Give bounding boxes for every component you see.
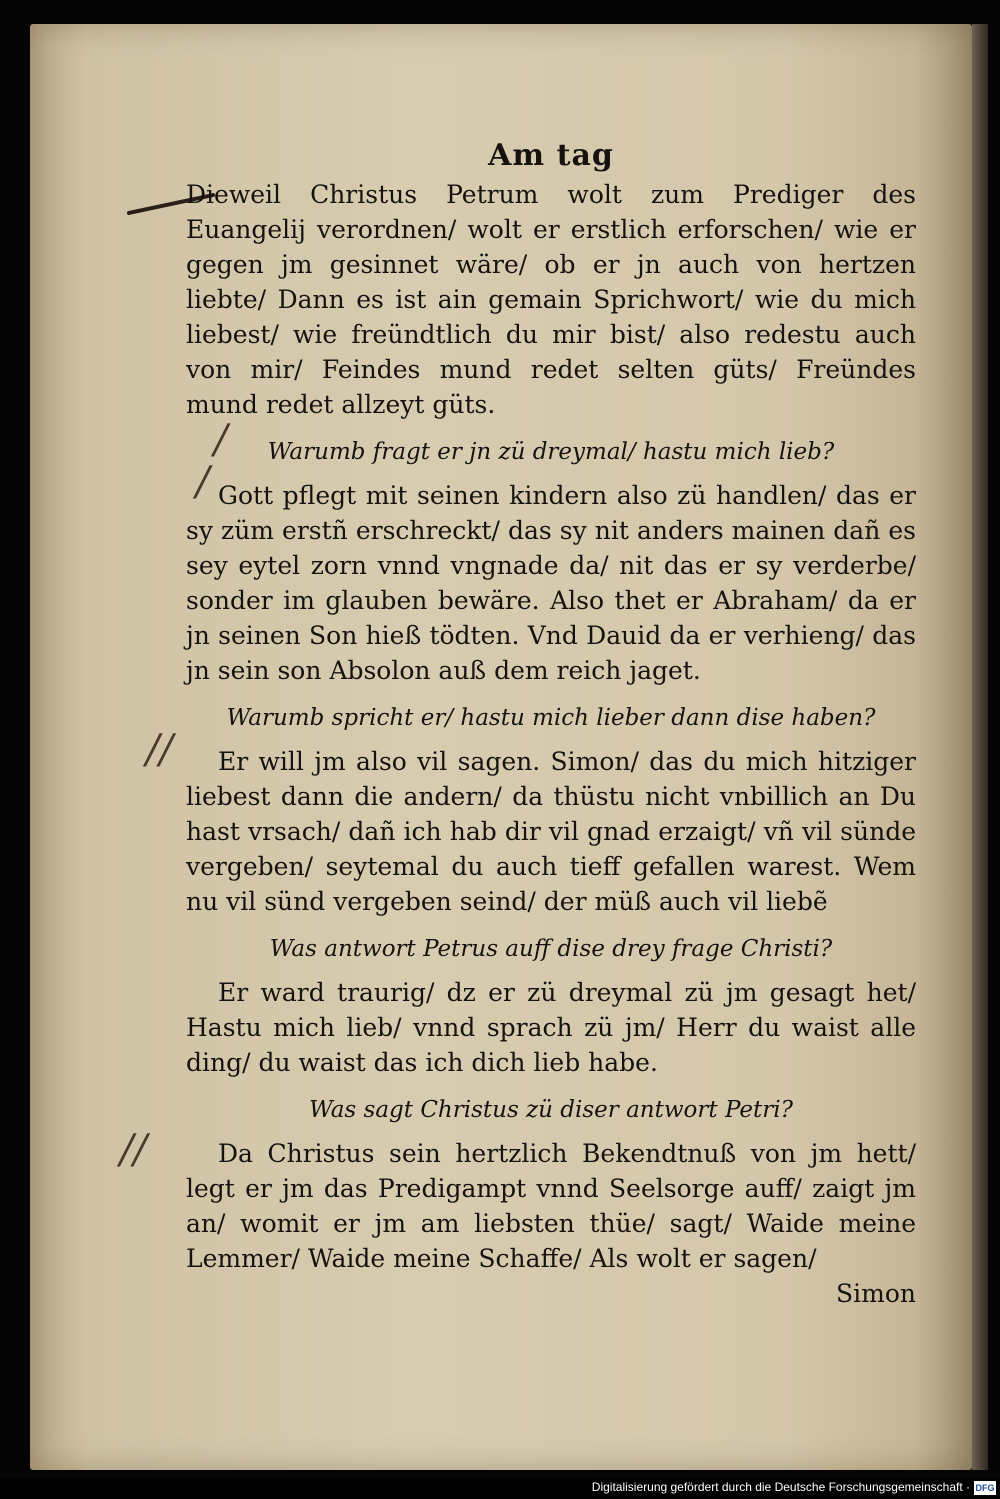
page-text [186,138,916,1311]
marginal-mark: / [196,459,210,505]
catchword: Simon [836,1279,916,1308]
marginal-mark: // [146,727,173,773]
paragraph: Dieweil Christus Petrum wolt zum Prediger des Euangelij verordnen/ wolt er erstlich erforschen/ wie er gegen jm gesinnet wäre/ ob er jn auch von hertzen liebte/ Dann es ist ain gemain Sprichwort/ wie du mich liebest/ wie freündtlich du mir bist/ also redestu auch von mir/ Feindes mund redet selten güts/ Freündes mund redet allzeyt güts. [186,180,916,419]
question: Was sagt Christus zü diser antwort Petri? [309,1097,793,1123]
marginal-mark: // [120,1127,147,1173]
page-heading: Am tag [488,138,614,173]
paragraph: Gott pflegt mit seinen kindern also zü handlen/ das er sy züm erstñ erschreckt/ das sy nit anders mainen dañ es sey eytel zorn vnnd vngnade da/ nit das er sy verderbe/ sonder im glauben bewäre. Also thet er Abraham/ da er jn seinen Son hieß tödten. Vnd Dauid da er verhieng/ das jn sein son Absolon auß dem reich jaget. [186,481,916,685]
paragraph: Da Christus sein hertzlich Bekendtnuß von jm hett/ legt er jm das Predigampt vnnd Seelsorge auff/ zaigt jm an/ womit er jm am liebsten thüe/ sagt/ Waide meine Lemmer/ Waide meine Schaffe/ Als wolt er sagen/ [186,1139,916,1273]
footer-bar [0,1478,1000,1499]
marginal-mark: / [214,417,228,463]
book-gutter [972,24,988,1470]
question: Was antwort Petrus auff dise drey frage Christi? [269,936,833,962]
question: Warumb fragt er jn zü dreymal/ hastu mich lieb? [267,439,835,465]
paragraph: Er will jm also vil sagen. Simon/ das du mich hitziger liebest dann die andern/ da thüstu nicht vnbillich an Du hast vrsach/ dañ ich hab dir vil gnad erzaigt/ vñ vil sünde vergeben/ seytemal du auch tieff gefallen warest. Wem nu vil sünd vergeben seind/ der müß auch vil liebẽ [186,747,916,916]
question: Warumb spricht er/ hastu mich lieber dann dise haben? [226,705,876,731]
dfg-logo: DFG [975,1483,995,1493]
funding-credit: Digitalisierung gefördert durch die Deutsche Forschungsgemeinschaft · [591,1480,970,1494]
paragraph: Er ward traurig/ dz er zü dreymal zü jm gesagt het/ Hastu mich lieb/ vnnd sprach zü jm/ Herr du waist alle ding/ du waist das ich dich lieb habe. [186,978,916,1077]
